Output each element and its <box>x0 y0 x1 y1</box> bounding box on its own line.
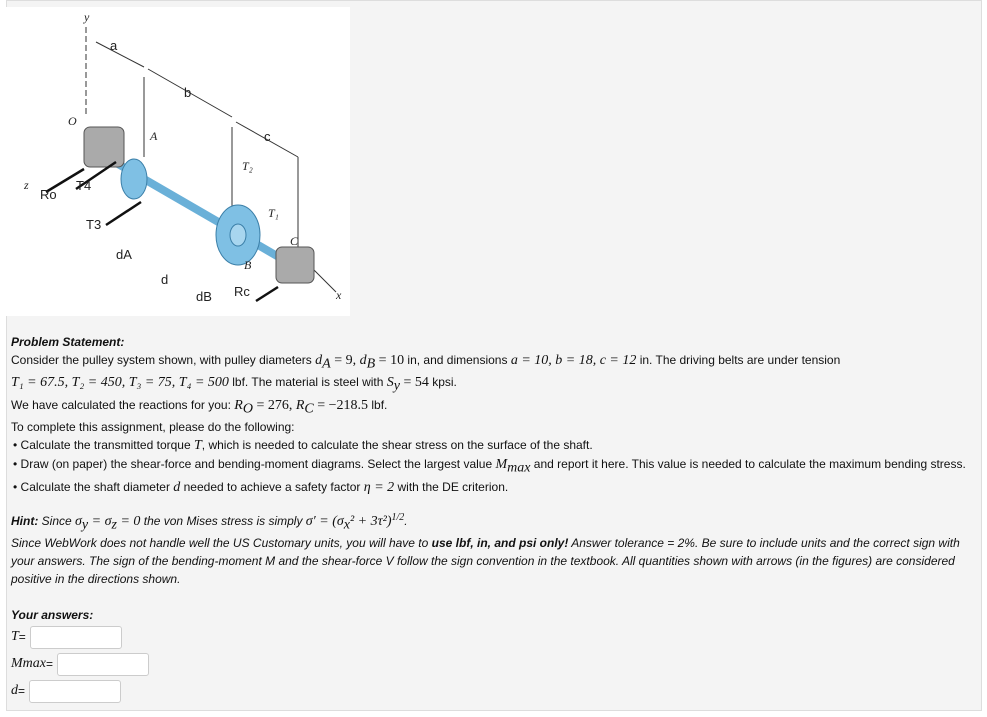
problem-line-1: Consider the pulley system shown, with pulley diameters $d_A = 9$, $d_B = 10$ in, and dimensions a = 10, b = 18, c = 12 in. The driving belts are under tension <box>11 353 841 372</box>
problem-line-3: We have calculated the reactions for you: $R_O = 276$, $R_C = -218.5$ lbf. <box>11 397 388 417</box>
label-b: b <box>184 85 192 100</box>
max-moment-input[interactable] <box>57 653 149 676</box>
label-O: O <box>68 114 77 128</box>
label-T2: T₂ <box>242 159 253 173</box>
task-list <box>11 436 976 496</box>
problem-text <box>11 333 976 705</box>
label-T1: T₁ <box>268 206 279 220</box>
label-z: z <box>24 178 29 192</box>
label-B: B <box>244 258 252 272</box>
label-y: y <box>84 10 90 24</box>
answers-section <box>11 606 976 705</box>
label-a: a <box>110 38 118 53</box>
label-A: A <box>150 129 158 143</box>
label-dA: dA <box>116 247 132 262</box>
label-C: C <box>290 234 299 248</box>
problem-heading: Problem Statement: <box>11 335 125 349</box>
pulley-figure <box>6 7 350 316</box>
label-T4: T4 <box>76 178 92 193</box>
answer-row-T: T = <box>11 624 976 651</box>
hint-line: Hint: Since $\sigma_y = \sigma_z = 0$ the von Mises stress is simply $\sigma' = (\sigma_x^2 + 3\tau^2)^{1/2}$. <box>11 511 408 532</box>
task-item: • Calculate the shaft diameter d needed to achieve a safety factor η = 2 with the DE criterion. <box>11 478 976 497</box>
problem-line-4: To complete this assignment, please do the following: <box>11 420 295 435</box>
task-item: • Calculate the transmitted torque T, which is needed to calculate the shear stress on the surface of the shaft. <box>11 436 976 455</box>
torque-input[interactable] <box>30 626 122 649</box>
problem-line-2: T₁ = 67.5, T₂ = 450, T₃ = 75, T₄ = 500 lbf. The material is steel with $S_y = 54$ kpsi. <box>11 375 457 394</box>
label-dB: dB <box>196 289 212 304</box>
label-c: c <box>264 129 271 144</box>
diameter-input[interactable] <box>29 680 121 703</box>
answer-row-d: d = <box>11 678 976 705</box>
answers-heading: Your answers: <box>11 607 94 622</box>
label-d: d <box>161 272 169 287</box>
label-x: x <box>336 288 342 302</box>
pulley-diagram <box>6 7 350 316</box>
label-Rc: Rc <box>234 284 250 299</box>
units-note: Since WebWork does not handle well the US Customary units, you will have to use lbf, in, and psi only! Answer tolerance = 2%. Be sure to include units and the correct sign with your answers. The sign of the bending-moment M and the shear-force V follow the sign convention in the textbook. All quantities shown with arrows (in the figures) are considered positive in the directions shown. <box>11 535 960 586</box>
label-T3: T3 <box>86 217 102 232</box>
task-item: • Draw (on paper) the shear-force and bending-moment diagrams. Select the largest value $M_{max}$ and report it here. This value is needed to calculate the maximum bending stress. <box>11 455 976 477</box>
answer-row-M: M max = <box>11 651 976 678</box>
label-Ro: Ro <box>40 187 57 202</box>
